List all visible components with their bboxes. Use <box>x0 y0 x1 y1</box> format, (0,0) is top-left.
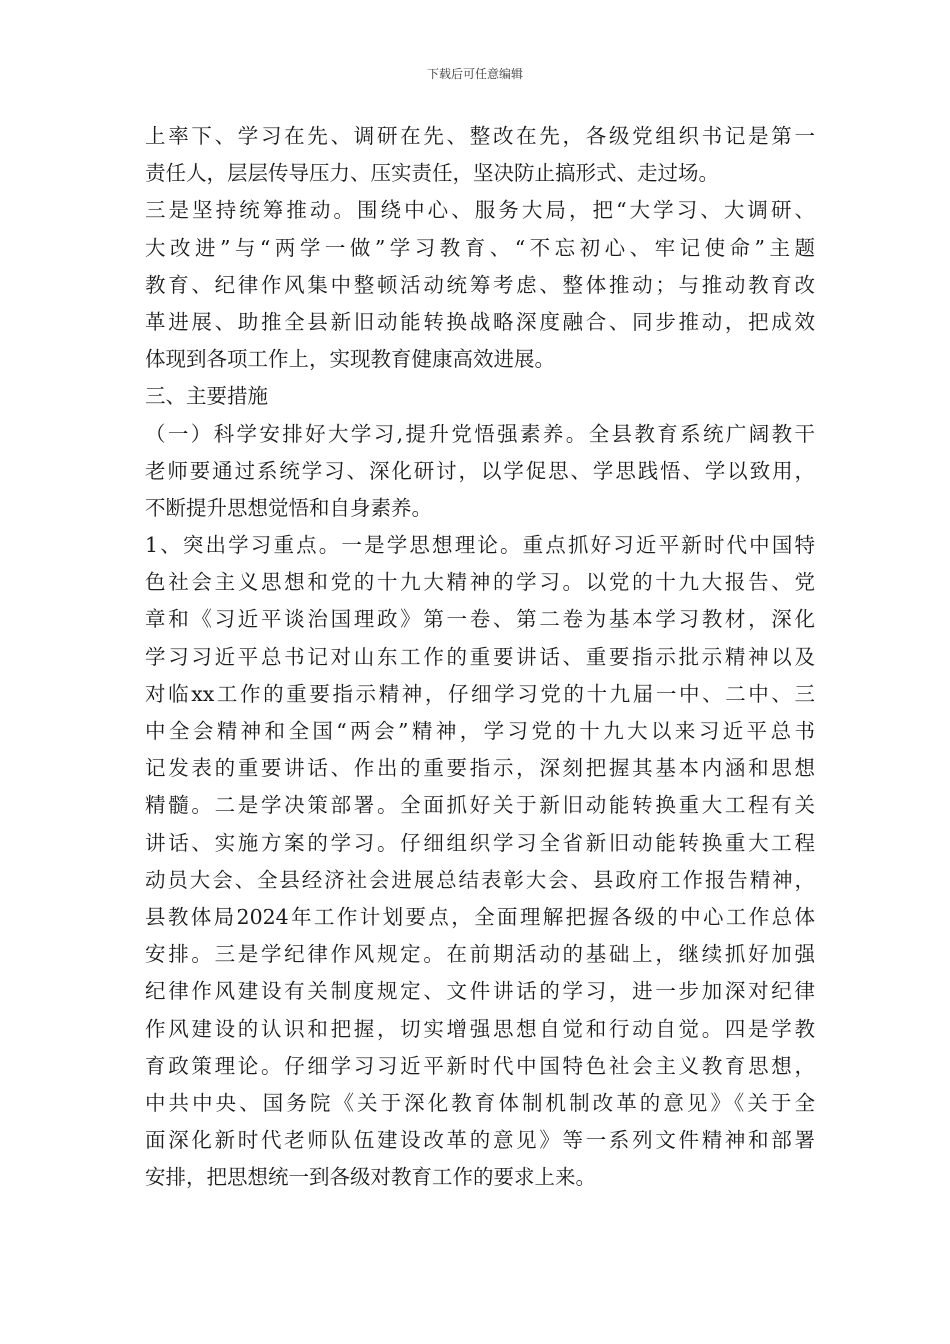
text-line: 教育、纪律作风集中整顿活动统筹考虑、整体推动；与推动教育改 <box>145 272 815 297</box>
text-line: 安排，把思想统一到各级对教育工作的要求上来。 <box>145 1165 596 1190</box>
text-line: 大改进”与“两学一做”学习教育、“不忘初心、牢记使命”主题 <box>145 235 815 260</box>
text-line: 不断提升思想觉悟和自身素养。 <box>145 495 432 520</box>
text-line: 对临xx工作的重要指示精神，仔细学习党的十九届一中、二中、三 <box>145 681 815 706</box>
text-line: 三是坚持统筹推动。围绕中心、服务大局，把“大学习、大调研、 <box>145 198 815 223</box>
text-line: 记发表的重要讲话、作出的重要指示，深刻把握其基本内涵和思想 <box>145 756 815 781</box>
text-line: 章和《习近平谈治国理政》第一卷、第二卷为基本学习教材，深化 <box>145 607 815 632</box>
page-header-note: 下载后可任意编辑 <box>426 67 523 81</box>
text-line: 中全会精神和全国“两会”精神，学习党的十九大以来习近平总书 <box>145 719 815 743</box>
text-line: 体现到各项工作上，实现教育健康高效进展。 <box>145 347 555 372</box>
text-line: 上率下、学习在先、调研在先、整改在先，各级党组织书记是第一 <box>145 124 815 148</box>
text-line: 讲话、实施方案的学习。仔细组织学习全省新旧动能转换重大工程 <box>145 830 815 855</box>
text-line: 育政策理论。仔细学习习近平新时代中国特色社会主义教育思想， <box>145 1053 815 1078</box>
text-line: 县教体局2024年工作计划要点，全面理解把握各级的中心工作总体 <box>145 904 815 929</box>
text-line: 动员大会、全县经济社会进展总结表彰大会、县政府工作报告精神， <box>145 867 815 892</box>
text-line: 色社会主义思想和党的十九大精神的学习。以党的十九大报告、党 <box>145 570 815 595</box>
text-line: 作风建设的认识和把握，切实增强思想自觉和行动自觉。四是学教 <box>145 1016 815 1041</box>
text-line: 精髓。二是学决策部署。全面抓好关于新旧动能转换重大工程有关 <box>145 793 815 818</box>
text-line: 安排。三是学纪律作风规定。在前期活动的基础上，继续抓好加强 <box>145 942 815 967</box>
text-line: 三、主要措施 <box>145 384 268 409</box>
text-line: 纪律作风建设有关制度规定、文件讲话的学习，进一步加深对纪律 <box>145 979 815 1004</box>
text-line: 革进展、助推全县新旧动能转换战略深度融合、同步推动，把成效 <box>145 309 815 334</box>
text-line: 1、突出学习重点。一是学思想理论。重点抓好习近平新时代中国特 <box>145 533 815 558</box>
text-line: 面深化新时代老师队伍建设改革的意见》等一系列文件精神和部署 <box>145 1128 815 1153</box>
document-body <box>145 118 815 1196</box>
text-line: 中共中央、国务院《关于深化教育体制机制改革的意见》《关于全 <box>145 1090 815 1115</box>
text-line: 责任人，层层传导压力、压实责任，坚决防止搞形式、走过场。 <box>145 161 719 186</box>
text-line: 老师要通过系统学习、深化研讨，以学促思、学思践悟、学以致用， <box>145 458 815 483</box>
text-line: 学习习近平总书记对山东工作的重要讲话、重要指示批示精神以及 <box>145 644 815 669</box>
text-line: （一）科学安排好大学习,提升党悟强素养。全县教育系统广阔教干 <box>145 421 815 446</box>
